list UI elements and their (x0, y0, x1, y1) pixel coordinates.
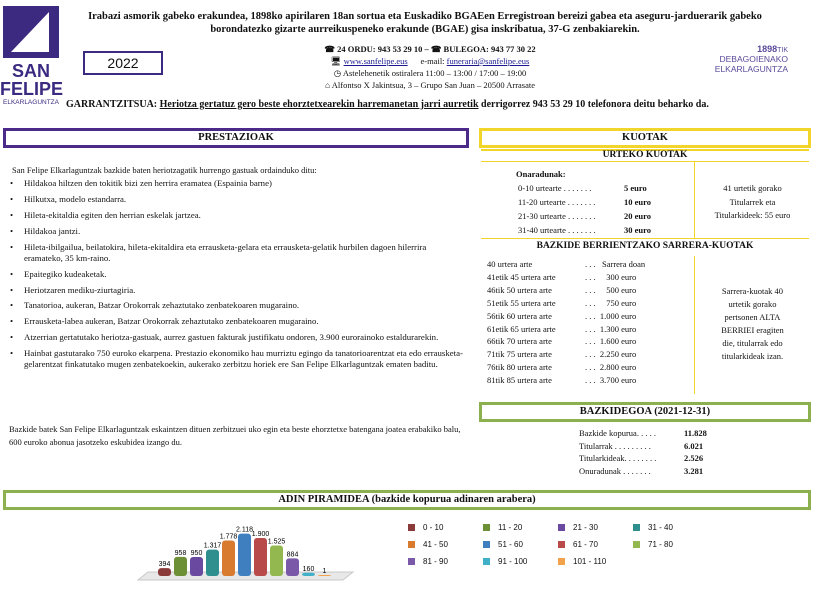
chart-bar (206, 550, 219, 576)
logo-line2: FELIPE (0, 79, 64, 99)
entry-row: 81tik 85 urtera arte . . . 3.700 euro (487, 375, 637, 386)
legend-item (483, 557, 558, 566)
badge: 1898TIK DEBAGOIENAKO ELKARLAGUNTZA (714, 44, 788, 74)
legend-swatch (408, 558, 415, 565)
entry-row: 51etik 55 urtera arte . . . 750 euro (487, 297, 637, 308)
chart-value-label: 160 (302, 565, 315, 573)
prestazioak-intro: San Felipe Elkarlaguntzak bazkide baten heriotzagatik hurrengo gastuak ordainduko ditu: (12, 165, 317, 175)
email-link[interactable]: funeraria@sanfelipe.eus (446, 56, 530, 66)
legend-item (558, 540, 633, 549)
prestazio-item: • Atzerrian gertatutako heriotza-gastuak, aurrez gastuen fakturak justifikatu ondoren, 3.900 eurorainoko estaldurarekin. (10, 332, 465, 343)
bazkidegoa-row: Titularrak . . . . . . . . . 6.021 (579, 440, 704, 451)
legend-swatch (633, 541, 640, 548)
legend-label: 21 - 30 (573, 523, 598, 532)
chart-bar (254, 538, 267, 576)
legend-item (633, 523, 708, 532)
chart-bar (174, 557, 187, 576)
bazkidegoa-header: BAZKIDEGOA (2021-12-31) (479, 402, 811, 422)
entry-row: 56tik 60 urtera arte . . . 1.000 euro (487, 310, 637, 321)
adults-note: 41 urtetik gorako Titularrek eta Titularkideek: 55 euro (714, 183, 791, 220)
hours-text: Astelehenetik ostiralera 11:00 – 13:00 / 17:00 – 19:00 (342, 68, 527, 78)
legend-label: 101 - 110 (573, 557, 607, 566)
legend-label: 51 - 60 (498, 540, 523, 549)
legend-label: 61 - 70 (573, 540, 598, 549)
bazkidegoa-row: Titularkideak. . . . . . . . 2.526 (579, 453, 704, 463)
legend-item (408, 557, 483, 566)
entry-row: 71tik 75 urtera arte . . . 2.250 euro (487, 349, 637, 360)
chart-bar (190, 557, 203, 576)
legend-label: 81 - 90 (423, 557, 448, 566)
entry-row: 66tik 70 urtera arte . . . 1.600 euro (487, 336, 637, 347)
home-icon: ⌂ (324, 80, 331, 90)
chart-value-label: 950 (190, 550, 203, 557)
prestazio-item: • Heriotzaren mediku-ziurtagiria. (10, 285, 465, 296)
address-text: Alfontso X Jakintsua, 3 – Grupo San Juan – 20500 Arrasate (331, 80, 536, 90)
chart-bar (270, 546, 283, 577)
logo-line3: ELKARLAGUNTZA (3, 99, 59, 106)
entry-note: Sarrera-kuotak 40 urtetik gorako pertsonen ALTA BERRIEI eragiten die, titularrak edo titularkideak izan. (721, 286, 784, 361)
logo-emblem (3, 6, 59, 58)
legend-swatch (558, 558, 565, 565)
prestazioak-header: PRESTAZIOAK (3, 128, 469, 148)
pyramid-header: ADIN PIRAMIDEA (bazkide kopurua adinaren arabera) (3, 490, 811, 510)
legend-label: 71 - 80 (648, 540, 673, 549)
minors-row: 21-30 urtearte . . . . . . . 20 euro (518, 211, 651, 221)
legend-swatch (483, 524, 490, 531)
age-pyramid-chart (118, 514, 358, 589)
year-box: 2022 (83, 51, 163, 75)
entry-row: 40 urtera arte . . . Sarrera doan (487, 259, 646, 269)
chart-legend (408, 523, 708, 566)
chart-bar (158, 568, 171, 576)
legend-item (483, 540, 558, 549)
legend-label: 31 - 40 (648, 523, 673, 532)
chart-bar (318, 575, 331, 576)
legend-label: 11 - 20 (498, 523, 523, 532)
bazkidegoa-row: Onuradunak . . . . . . . 3.281 (579, 465, 704, 476)
prestazio-item: • Hainbat gastutarako 750 euroko ekarpena. Prestazio ekonomiko hau murriztu egingo da tanatorioarentzat eta edo errausketa-gelarentzat finkatutako mugen zenbatekoekin, aukerako zerbitzu horiek ere San Felipe Elkarlaguntzak ematen baditu. (10, 348, 465, 370)
legend-item (558, 523, 633, 532)
entry-row: 76tik 80 urtera arte . . . 2.800 euro (487, 362, 637, 373)
legend-item (633, 540, 708, 549)
chart-bar (286, 558, 299, 576)
clock-icon: ◷ (333, 68, 342, 78)
prestazio-item: • Errausketa-labea aukeran, Batzar Orokorrak zehaztutako zenbatekoaren mugaraino. (10, 316, 465, 327)
entry-row: 46tik 50 urtera arte . . . 500 euro (487, 284, 637, 295)
entry-table (487, 258, 687, 387)
entry-row: 61etik 65 urtera arte . . . 1.300 euro (487, 323, 637, 334)
minors-label: Onaradunak: (516, 169, 566, 179)
phone-line: ☎ 24 ORDU: 943 53 29 10 – ☎ BULEGOA: 943 77 30 22 (324, 44, 536, 54)
header-paragraph: Irabazi asmorik gabeko erakundea, 1898ko apirilaren 18an sortua eta Euskadiko BGAEen Erregistroan bereizi gabea eta aseguru-jarduerarik gabeko borondatezko gizarte aurreikuspeneko erakunde (BGAE) gisa inskribatua, 37-G zenbakiarekin. (88, 11, 762, 35)
chart-value-label: 1 (322, 568, 327, 575)
entry-title: BAZKIDE BERRIENTZAKO SARRERA-KUOTAK (536, 241, 754, 251)
bazkidegoa-row: Bazkide kopurua. . . . . 11.828 (579, 428, 707, 438)
legend-swatch (483, 558, 490, 565)
legend-item (558, 557, 633, 566)
prestazio-item: • Hildakoa jantzi. (10, 226, 465, 237)
prestazioak-list (10, 178, 465, 375)
legend-item (483, 523, 558, 532)
legend-label: 91 - 100 (498, 557, 528, 566)
prestazio-item: • Epaitegiko kudeaketak. (10, 269, 465, 280)
web-link[interactable]: 🖥 www.sanfelipe.eus (330, 56, 408, 66)
chart-value-label: 394 (158, 561, 171, 569)
prestazio-item: • Hileta-ekitaldia egiten den herrian eskelak jartzea. (10, 210, 465, 221)
legend-swatch (408, 541, 415, 548)
chart-value-label: 1.900 (251, 531, 270, 538)
guarantee-line: GARRANTZITSUA: Heriotza gertatuz gero beste ehorztetxearekin harremanetan jarri aurretik derrigorrez 943 53 29 10 telefonora deitu beharko da. (66, 99, 709, 110)
kuotak-header: KUOTAK (479, 128, 811, 148)
legend-swatch (633, 524, 640, 531)
prestazio-item: • Tanatorioa, aukeran, Batzar Orokorrak zehaztutako zenbatekoaren mugaraino. (10, 300, 465, 311)
legend-item (408, 540, 483, 549)
email-label: e-mail: (420, 56, 445, 66)
minors-row: 31-40 urtearte . . . . . . . 30 euro (518, 225, 651, 235)
prestazio-item: • Hileta-ibilgailua, beilatokira, hileta-ekitaldira eta errausketa-gelara eta errausketa-gelatik hurbilen dagoen hilerrira eramateko, 35 km-raino. (10, 242, 465, 264)
legend-swatch (558, 541, 565, 548)
entry-row: 41etik 45 urtera arte . . . 300 euro (487, 271, 637, 282)
bazkidegoa-table (579, 427, 719, 477)
logo-line1: SAN (11, 61, 50, 81)
chart-value-label: 884 (286, 551, 299, 559)
legend-item (408, 523, 483, 532)
legend-swatch (408, 524, 415, 531)
prestazioak-footer: Bazkide batek San Felipe Elkarlaguntzak eskaintzen dituen zerbitzuei uko egin eta beste ehorztetxe batengana joatea erabakiko balu, 600 euroko abonua jasotzeko eskubidea izango du. (9, 424, 461, 447)
minors-row: 0-10 urtearte . . . . . . . 5 euro (518, 183, 647, 193)
prestazio-item: • Hilkutxa, modelo estandarra. (10, 194, 465, 205)
prestazio-item: • Hildakoa hiltzen den tokitik bizi zen herrira eramatea (Espainia barne) (10, 178, 465, 189)
yearly-title: URTEKO KUOTAK (602, 150, 688, 160)
legend-label: 41 - 50 (423, 540, 448, 549)
legend-swatch (558, 524, 565, 531)
chart-bar (302, 573, 315, 576)
minors-row: 11-20 urtearte . . . . . . . 10 euro (518, 197, 651, 207)
chart-value-label: 958 (174, 549, 187, 557)
minors-table (518, 181, 688, 237)
chart-bar (238, 534, 251, 576)
chart-value-label: 1.317 (203, 542, 222, 550)
chart-value-label: 1.778 (219, 533, 238, 541)
legend-swatch (483, 541, 490, 548)
chart-value-label: 2.118 (236, 526, 253, 534)
chart-value-label: 1.525 (267, 538, 286, 546)
legend-label: 0 - 10 (423, 523, 444, 532)
chart-bar (222, 540, 235, 576)
